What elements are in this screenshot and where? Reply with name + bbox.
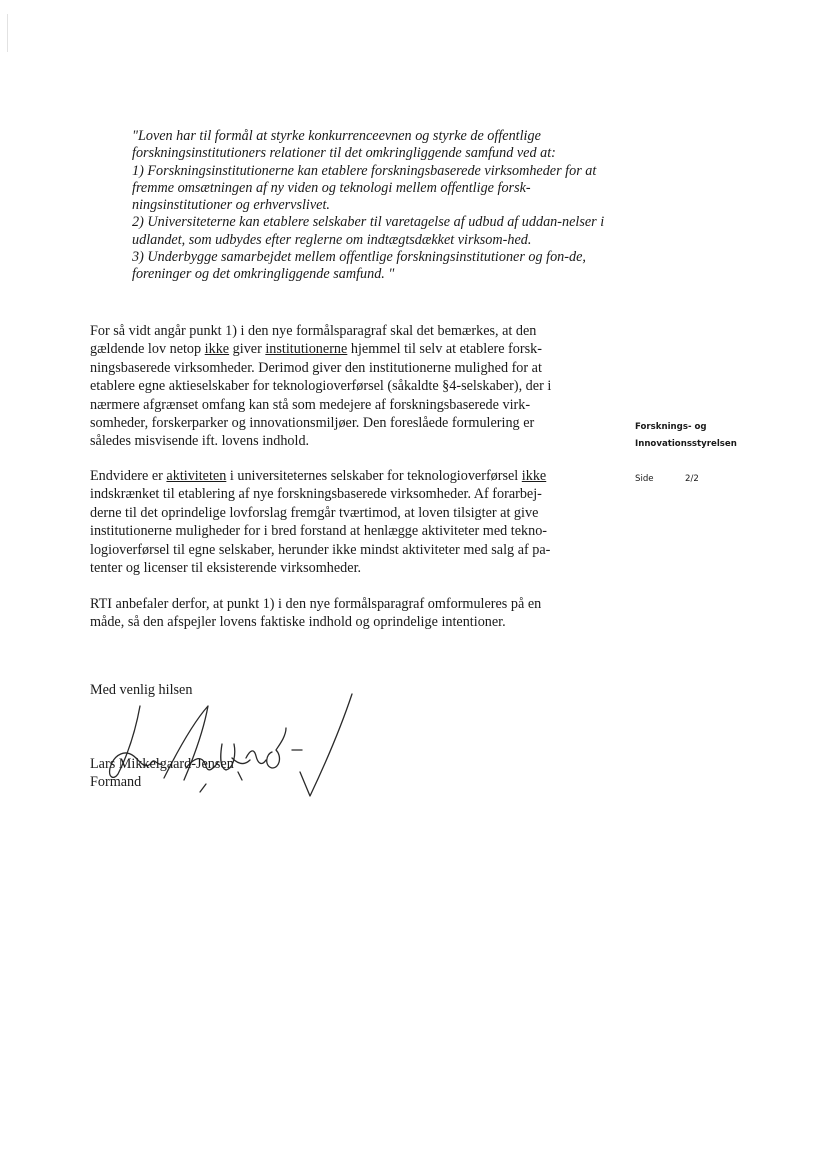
text-line: indskrænket til etablering af nye forskningsbaserede virksomheder. Af forarbej-	[90, 486, 542, 503]
org-line: Forsknings- og	[635, 422, 707, 432]
text-line: nærmere afgrænset omfang kan stå som medejere af forskningsbaserede virk-	[90, 396, 531, 413]
text-line	[90, 467, 602, 485]
quote-item-1: 1) Forskningsinstitutionerne kan etablere forskningsbaserede virksomheder for at fremme omsætningen af ny viden og teknologi mellem offentlige forsk-ningsinstitutioner og erhvervslivet.	[132, 162, 597, 214]
paragraph-recommendation	[90, 595, 602, 632]
organization-name	[635, 419, 737, 453]
page-value: 2/2	[685, 474, 699, 484]
text-line: tenter og licenser til eksisterende virksomheder.	[90, 560, 362, 577]
text-line: logioverførsel til egne selskaber, herunder ikke mindst aktiviteter med salg af pa-	[90, 541, 551, 558]
text-line: institutionerne muligheder for i bred forstand at henlægge aktiviteter med tekno-	[90, 523, 548, 540]
page-label: Side	[635, 474, 654, 484]
paragraph-company-activity	[90, 467, 602, 577]
text-fragment: gældende lov netop	[90, 341, 205, 358]
quote-item-3: 3) Underbygge samarbejdet mellem offentlige forskningsinstitutioner og fon-de, foreninger og det omkringliggende samfund. "	[132, 249, 586, 283]
text-fragment: i universiteternes selskaber for teknologioverførsel	[226, 468, 522, 484]
paragraph-purpose-clause	[90, 322, 602, 451]
text-fragment: giver	[229, 341, 266, 358]
page-number	[635, 474, 699, 484]
org-line: Innovationsstyrelsen	[635, 439, 737, 449]
quote-intro: "Loven har til formål at styrke konkurrenceevnen og styrke de offentlige forskningsinstitutioners relationer til det omkringliggende samfund ved at:	[132, 128, 556, 162]
text-fragment: Endvidere er	[90, 468, 167, 484]
text-line: etablere egne aktieselskaber for teknologioverførsel (såkaldte §4-selskaber), der i	[90, 378, 552, 395]
signer-block	[90, 755, 234, 791]
signer-name: Lars Mikkelgaard-Jensen	[90, 756, 234, 772]
text-line	[90, 340, 602, 358]
text-line: RTI anbefaler derfor, at punkt 1) i den nye formålsparagraf omformuleres på en	[90, 596, 542, 612]
underlined-word: ikke	[521, 468, 547, 484]
underlined-word: institutionerne	[265, 341, 348, 358]
text-line: således misvisende ift. lovens indhold.	[90, 433, 310, 450]
text-line: For så vidt angår punkt 1) i den nye formålsparagraf skal det bemærkes, at den	[90, 323, 537, 339]
text-line: derne til det oprindelige lovforslag fremgår tværtimod, at loven tilsigter at give	[90, 504, 539, 521]
text-line: måde, så den afspejler lovens faktiske indhold og oprindelige intentioner.	[90, 614, 506, 631]
text-fragment: hjemmel til selv at etablere forsk-	[347, 341, 542, 358]
underlined-word: aktiviteten	[166, 468, 227, 484]
quote-item-2: 2) Universiteterne kan etablere selskaber til varetagelse af udbud af uddan-nelser i udlandet, som udbydes efter reglerne om indtægtsdækket virksom-hed.	[132, 214, 605, 248]
scan-edge-mark	[7, 14, 8, 52]
quoted-law-text	[132, 128, 607, 284]
text-line: somheder, forskerparker og innovationsmiljøer. Den foreslåede formulering er	[90, 415, 535, 432]
closing-greeting: Med venlig hilsen	[90, 682, 193, 698]
signer-title: Formand	[90, 774, 142, 790]
underlined-word: ikke	[204, 341, 230, 358]
text-line: ningsbaserede virksomheder. Derimod giver den institutionerne mulighed for at	[90, 359, 542, 376]
